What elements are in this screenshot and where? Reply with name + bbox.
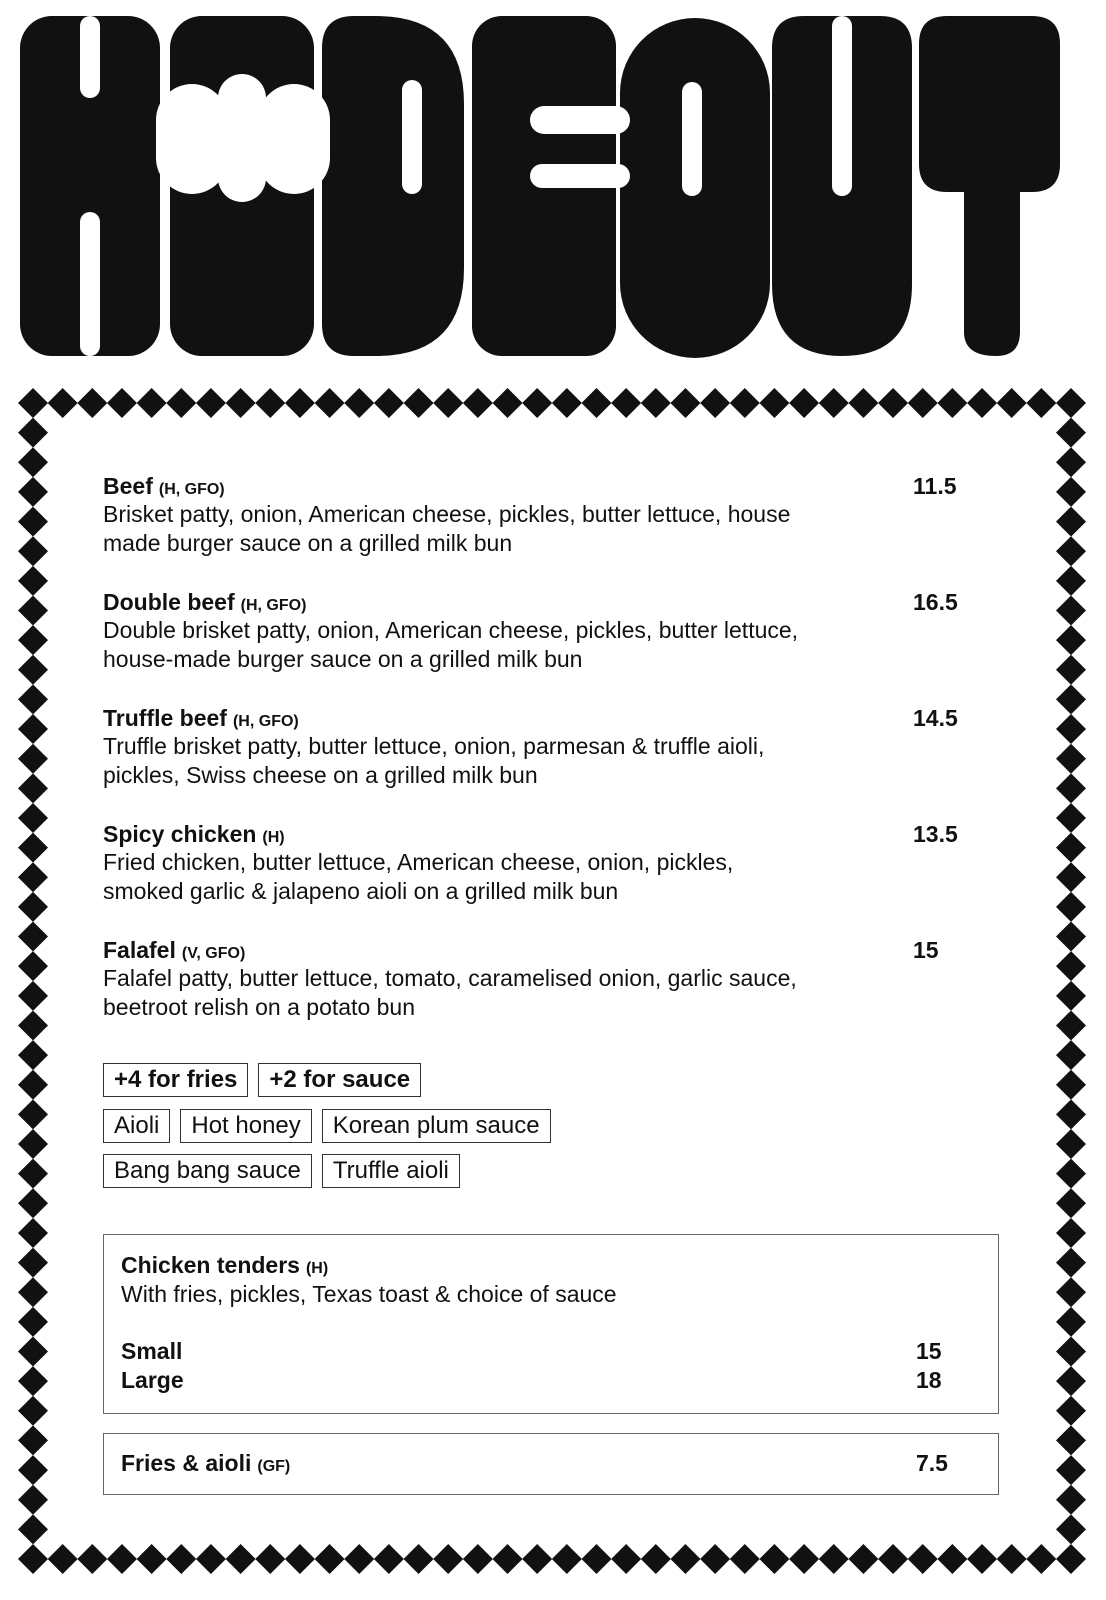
border-diamond [1056,507,1086,537]
border-diamond [1056,1099,1086,1129]
border-diamond [18,418,48,448]
description-line: Double brisket patty, onion, American cheese, pickles, butter lettuce, [103,617,799,643]
border-diamond [77,388,107,418]
sauce-chip: Aioli [103,1109,170,1143]
border-diamond [1056,981,1086,1011]
border-diamond [1056,1307,1086,1337]
size-price: 15 [916,1338,942,1364]
border-diamond [1056,892,1086,922]
border-diamond [18,1010,48,1040]
border-diamond [730,1544,760,1574]
border-diamond [18,1425,48,1455]
sauce-chip: Hot honey [180,1109,311,1143]
border-diamond [374,1544,404,1574]
item-description: With fries, pickles, Texas toast & choice of sauce [121,1281,617,1307]
border-diamond [255,1544,285,1574]
border-diamond [522,1544,552,1574]
sauce-chip: Korean plum sauce [322,1109,551,1143]
border-diamond [1056,862,1086,892]
item-tags: (H, GFO) [232,713,299,730]
border-diamond [1056,1159,1086,1189]
border-diamond [1056,536,1086,566]
border-diamond [18,1070,48,1100]
border-diamond [107,1544,137,1574]
menu-item-truffle-beef [103,704,963,790]
border-diamond [433,1544,463,1574]
border-diamond [18,862,48,892]
border-diamond [18,1277,48,1307]
border-diamond [1056,655,1086,685]
border-diamond [700,388,730,418]
border-diamond [493,1544,523,1574]
border-diamond [137,388,167,418]
border-diamond [1056,773,1086,803]
border-diamond [18,684,48,714]
border-diamond [1056,418,1086,448]
border-diamond [1056,744,1086,774]
item-price: 11.5 [913,473,957,499]
border-diamond [878,388,908,418]
border-diamond [641,1544,671,1574]
border-diamond [344,388,374,418]
size-price: 18 [916,1367,942,1393]
description-line: smoked garlic & jalapeno aioli on a grilled milk bun [103,878,619,904]
border-diamond [18,477,48,507]
border-diamond [1026,1544,1056,1574]
border-diamond [18,1248,48,1278]
border-diamond [908,1544,938,1574]
description-line: Truffle brisket patty, butter lettuce, onion, parmesan & truffle aioli, [103,733,765,759]
border-diamond [522,388,552,418]
border-diamond [166,1544,196,1574]
border-diamond [1056,684,1086,714]
border-diamond [1056,714,1086,744]
border-diamond [137,1544,167,1574]
border-diamond [1056,1366,1086,1396]
border-diamond [581,1544,611,1574]
item-heading [121,1251,998,1280]
border-diamond [18,892,48,922]
item-description [103,500,863,558]
border-diamond [937,388,967,418]
border-diamond [1056,447,1086,477]
item-tags: (H, GFO) [158,481,225,498]
border-diamond [581,388,611,418]
border-diamond [18,1129,48,1159]
border-diamond [226,388,256,418]
description-line: made burger sauce on a grilled milk bun [103,530,513,556]
border-diamond [18,922,48,952]
border-diamond [18,447,48,477]
border-diamond [18,1514,48,1544]
border-diamond [18,1218,48,1248]
item-price: 15 [913,937,939,963]
border-diamond [196,1544,226,1574]
item-description [103,848,863,906]
item-tags: (H, GFO) [240,597,307,614]
border-diamond [255,388,285,418]
border-diamond [1056,803,1086,833]
border-diamond [107,388,137,418]
border-diamond [196,388,226,418]
size-label: Small [121,1338,183,1364]
item-name: Spicy chicken [103,821,257,847]
border-diamond [1056,1248,1086,1278]
border-diamond [759,1544,789,1574]
border-diamond [18,1455,48,1485]
border-diamond [18,625,48,655]
border-diamond [848,1544,878,1574]
border-diamond [997,1544,1027,1574]
description-line: house-made burger sauce on a grilled milk bun [103,646,583,672]
border-diamond [1056,1010,1086,1040]
border-diamond [670,388,700,418]
border-diamond [374,388,404,418]
border-diamond [18,1307,48,1337]
border-diamond [967,388,997,418]
border-diamond [18,744,48,774]
border-diamond [1056,1396,1086,1426]
border-diamond [315,1544,345,1574]
sauce-chip: Truffle aioli [322,1154,460,1188]
border-diamond [77,1544,107,1574]
border-diamond [997,388,1027,418]
menu-item-falafel [103,936,963,1022]
border-diamond [18,1040,48,1070]
item-name: Double beef [103,589,235,615]
border-diamond [285,388,315,418]
menu-item-spicy-chicken [103,820,963,906]
item-description [103,964,863,1022]
chicken-tenders-box [103,1234,999,1414]
item-heading [103,820,963,848]
border-diamond [1056,1485,1086,1515]
border-diamond [878,1544,908,1574]
item-description [103,732,863,790]
item-name: Chicken tenders [121,1252,300,1278]
item-tags: (H) [305,1260,329,1277]
item-price: 7.5 [916,1450,948,1476]
item-heading [103,588,963,616]
border-diamond [493,388,523,418]
border-diamond [819,388,849,418]
border-diamond [670,1544,700,1574]
border-diamond [1056,1337,1086,1367]
border-diamond [315,388,345,418]
border-diamond [1056,388,1086,418]
border-diamond [18,1099,48,1129]
sauces-row [103,1154,460,1188]
border-diamond [18,1366,48,1396]
border-diamond [1056,1188,1086,1218]
border-diamond [1056,477,1086,507]
border-diamond [463,1544,493,1574]
extras-row [103,1063,421,1097]
border-diamond [18,951,48,981]
item-price: 16.5 [913,589,958,615]
border-diamond [18,1396,48,1426]
item-name: Truffle beef [103,705,227,731]
border-diamond [700,1544,730,1574]
border-diamond [1056,1455,1086,1485]
border-diamond [1056,922,1086,952]
border-diamond [611,388,641,418]
border-diamond [48,1544,78,1574]
item-tags: (H) [262,829,285,846]
border-diamond [789,1544,819,1574]
border-diamond [611,1544,641,1574]
border-diamond [18,714,48,744]
extra-sauce-chip: +2 for sauce [258,1063,421,1097]
menu-item-double-beef [103,588,963,674]
border-diamond [18,388,48,418]
border-diamond [552,388,582,418]
size-label: Large [121,1367,184,1393]
border-diamond [1056,625,1086,655]
border-diamond [18,833,48,863]
description-line: pickles, Swiss cheese on a grilled milk bun [103,762,538,788]
border-diamond [18,1159,48,1189]
border-diamond [18,773,48,803]
border-diamond [18,1544,48,1574]
border-diamond [404,388,434,418]
item-heading [103,472,963,500]
border-diamond [18,1485,48,1515]
border-diamond [1056,1129,1086,1159]
sauce-chip: Bang bang sauce [103,1154,312,1188]
border-diamond [285,1544,315,1574]
border-diamond [848,388,878,418]
border-diamond [1056,1218,1086,1248]
border-diamond [552,1544,582,1574]
border-diamond [937,1544,967,1574]
border-diamond [1056,566,1086,596]
border-diamond [18,981,48,1011]
border-diamond [18,655,48,685]
border-diamond [1056,595,1086,625]
border-diamond [908,388,938,418]
border-diamond [789,388,819,418]
fries-box [103,1433,999,1495]
description-line: Fried chicken, butter lettuce, American cheese, onion, pickles, [103,849,734,875]
size-row-small [121,1337,998,1366]
item-tags: (V, GFO) [181,945,246,962]
border-diamond [1056,833,1086,863]
border-diamond [404,1544,434,1574]
border-diamond [1056,1277,1086,1307]
size-row-large [121,1366,998,1395]
border-diamond [18,507,48,537]
border-diamond [18,1337,48,1367]
border-diamond [344,1544,374,1574]
border-diamond [1056,1544,1086,1574]
border-diamond [1056,1040,1086,1070]
border-diamond [641,388,671,418]
border-diamond [433,388,463,418]
item-description [103,616,863,674]
item-price: 14.5 [913,705,958,731]
border-diamond [759,388,789,418]
item-heading [103,704,963,732]
item-name: Fries & aioli [121,1450,252,1476]
hideout-logo [16,14,1090,366]
menu-item-beef [103,472,963,558]
extra-fries-chip: +4 for fries [103,1063,248,1097]
item-name: Beef [103,473,153,499]
item-price: 13.5 [913,821,958,847]
border-diamond [18,803,48,833]
border-diamond [1026,388,1056,418]
border-diamond [1056,951,1086,981]
border-diamond [1056,1514,1086,1544]
border-diamond [48,388,78,418]
border-diamond [1056,1425,1086,1455]
border-diamond [967,1544,997,1574]
border-diamond [1056,1070,1086,1100]
border-diamond [166,388,196,418]
item-name: Falafel [103,937,176,963]
item-heading [121,1449,998,1478]
border-diamond [18,1188,48,1218]
item-tags: (GF) [257,1458,291,1475]
border-diamond [226,1544,256,1574]
border-diamond [18,566,48,596]
sauces-row [103,1109,551,1143]
item-heading [103,936,963,964]
description-line: Falafel patty, butter lettuce, tomato, caramelised onion, garlic sauce, [103,965,797,991]
description-line: beetroot relish on a potato bun [103,994,416,1020]
border-diamond [18,536,48,566]
border-diamond [819,1544,849,1574]
border-diamond [730,388,760,418]
border-diamond [18,595,48,625]
description-line: Brisket patty, onion, American cheese, pickles, butter lettuce, house [103,501,791,527]
border-diamond [463,388,493,418]
